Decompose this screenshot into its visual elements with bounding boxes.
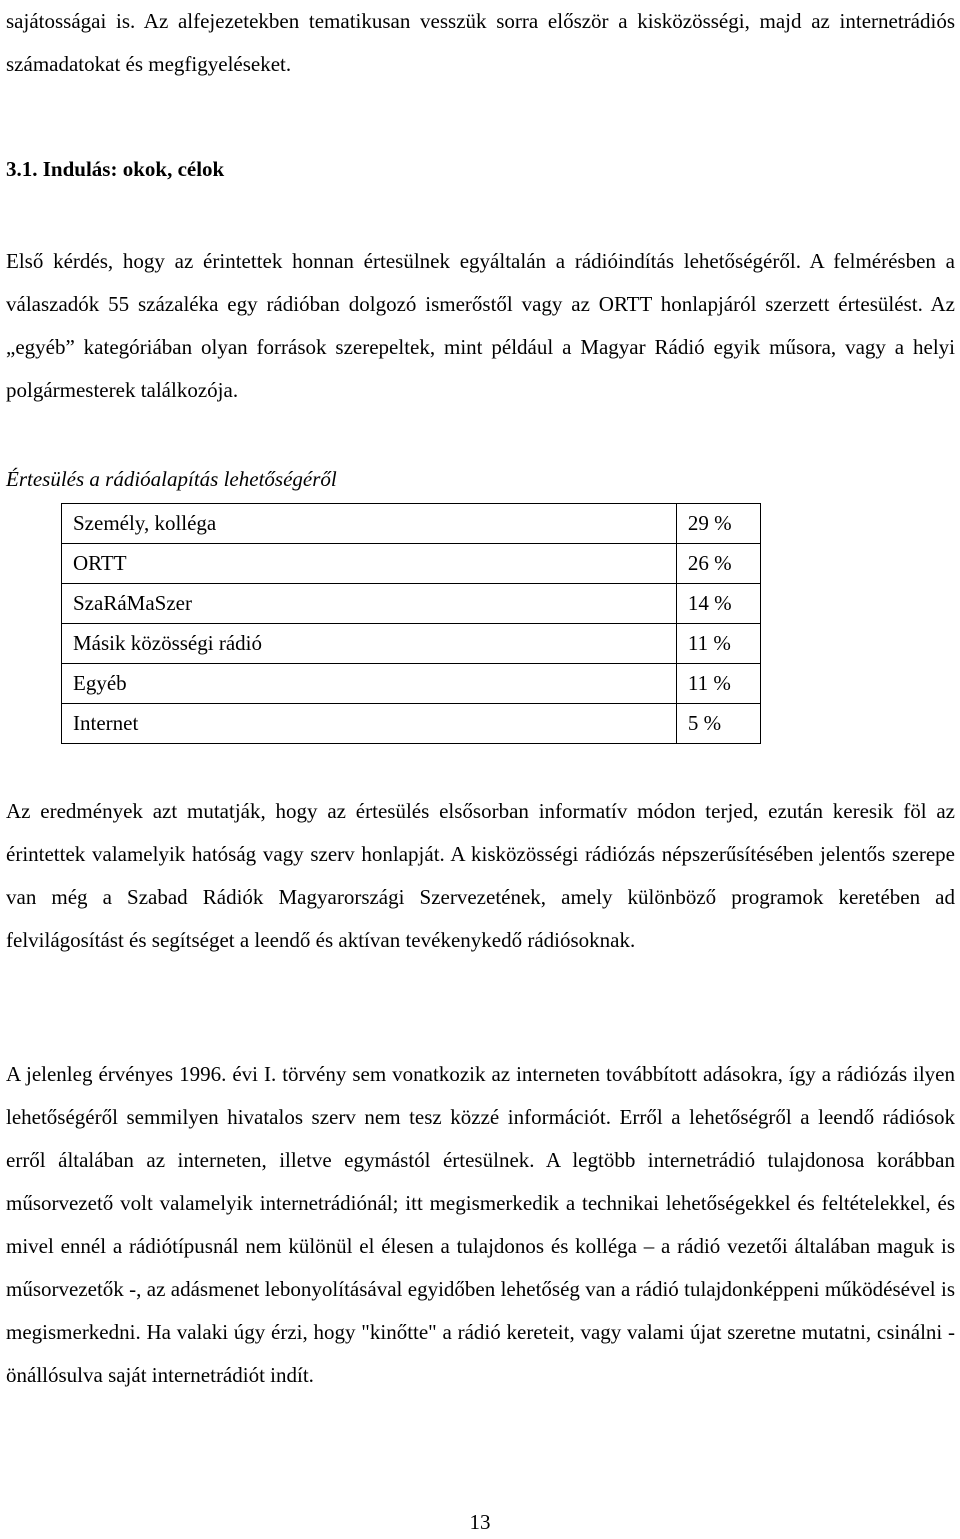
row-value: 11 % [676, 664, 760, 704]
row-label: Egyéb [62, 664, 677, 704]
section-heading: 3.1. Indulás: okok, célok [6, 157, 225, 181]
table-row [62, 624, 761, 664]
law-paragraph: A jelenleg érvényes 1996. évi I. törvény sem vonatkozik az interneten továbbított adásokra, így a rádiózás ilyen lehetőségéről semmilyen hivatalos szerv nem tesz közzé információt. Erről a lehetőségről a leendő rádiósok erről általában az interneten, illetve egymástól értesülnek. A legtöbb internetrádió tulajdonosa korábban műsorvezető volt valamelyik internetrádiónál; itt megismerkedik a technikai lehetőségekkel és feltételekkel, és mivel ennél a rádiótípusnál nem különül el élesen a tulajdonos és kolléga – a rádió vezetői általában maguk is műsorvezetők -, az adásmenet lebonyolításával egyidőben lehetőség van a rádió tulajdonképpeni működésével is megismerkedni. Ha valaki úgy érzi, hogy "kinőtte" a rádió kereteit, vagy valami újat szeretne mutatni, csinálni - önállósulva saját internetrádiót indít. [6, 1062, 955, 1387]
first-paragraph: Első kérdés, hogy az érintettek honnan értesülnek egyáltalán a rádióindítás lehetőségéről. A felmérésben a válaszadók 55 százaléka egy rádióban dolgozó ismerőstől vagy az ORTT honlapjáról szerzett értesülést. Az „egyéb” kategóriában olyan források szerepeltek, mint például a Magyar Rádió egyik műsora, vagy a helyi polgármesterek találkozója. [6, 249, 955, 402]
row-label: Internet [62, 704, 677, 744]
intro-paragraph: sajátosságai is. Az alfejezetekben tematikusan vesszük sorra először a kisközösségi, majd az internetrádiós számadatokat és megfigyeléseket. [6, 9, 955, 76]
row-label: Másik közösségi rádió [62, 624, 677, 664]
table-row [62, 664, 761, 704]
row-value: 29 % [676, 504, 760, 544]
row-label: ORTT [62, 544, 677, 584]
row-value: 5 % [676, 704, 760, 744]
results-table [61, 503, 761, 744]
table-caption: Értesülés a rádióalapítás lehetőségéről [6, 467, 337, 491]
row-value: 14 % [676, 584, 760, 624]
page-number: 13 [469, 1510, 491, 1534]
table-row [62, 584, 761, 624]
row-label: Személy, kolléga [62, 504, 677, 544]
table-row [62, 704, 761, 744]
table-row [62, 504, 761, 544]
results-paragraph: Az eredmények azt mutatják, hogy az értesülés elsősorban informatív módon terjed, ezután keresik föl az érintettek valamelyik hatóság vagy szerv honlapját. A kisközösségi rádiózás népszerűsítésében jelentős szerepe van még a Szabad Rádiók Magyarországi Szervezetének, amely különböző programok keretében ad felvilágosítást és segítséget a leendő és aktívan tevékenykedő rádiósoknak. [6, 799, 955, 952]
row-label: SzaRáMaSzer [62, 584, 677, 624]
row-value: 11 % [676, 624, 760, 664]
table-row [62, 544, 761, 584]
row-value: 26 % [676, 544, 760, 584]
